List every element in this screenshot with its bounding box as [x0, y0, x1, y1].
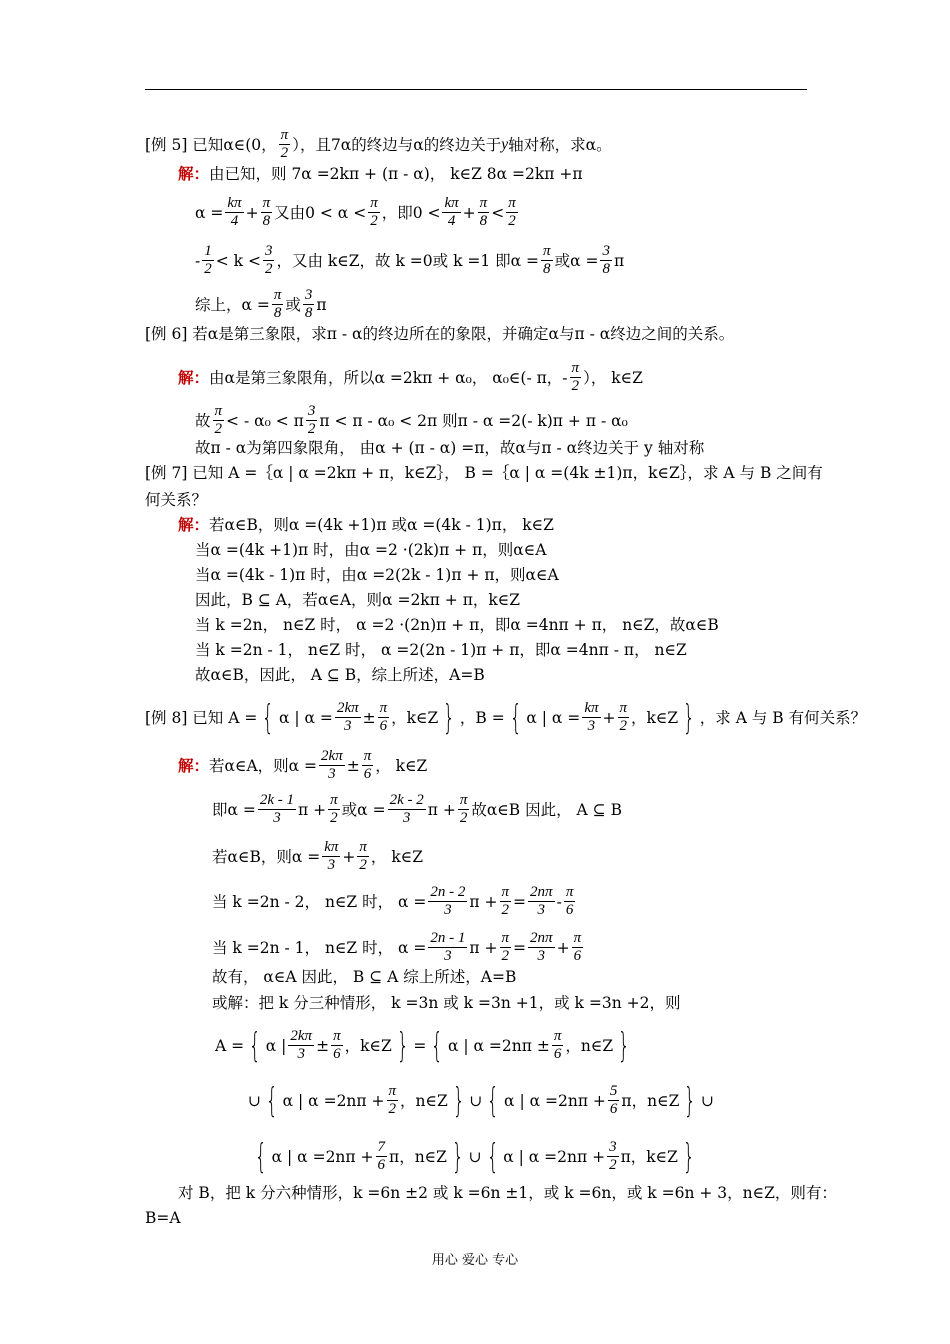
ex8-solution-line1: 解： 若α∈A，则α = $\frac{2k\pi}{3}$ ± $\frac{\pi}{6}$ ， k∈Z [178, 748, 428, 782]
ex8-heading: [例 8] 已知 A = { α | α = $\frac{2k\pi}{3}$ ± $\frac{\pi}{6}$ ，k∈Z } ，B = { α | α = $\frac{k\pi}{3}$ + $\frac{\pi}{2}$ ，k∈Z } ，求 A 与 B 有何关系？ [145, 697, 867, 738]
ex5-solution-line2: α = $\frac{k\pi}{4}$ + $\frac{\pi}{8}$ 又由0 < α < $\frac{\pi}{2}$ ，即0 < $\frac{k\pi}{4}$ + $\frac{\pi}{8}$ < $\frac{\pi}{2}$ [195, 195, 516, 229]
ex8-b-cases: 对 B，把 k 分六种情形，k =6n ±2 或 k =6n ±1，或 k =6n，或 k =6n + 3，n∈Z，则有： [178, 1184, 837, 1202]
ex6-conclusion: 故π - α为第四象限角， 由α + (π - α) =π，故α与π - α终边关于 y 轴对称 [195, 439, 705, 457]
ex8-solution-line6: 故有， α∈A 因此， B ⊆ A 综上所述，A=B [212, 968, 517, 986]
ex6-solution-line1: 解： 由α是第三象限角，所以α =2kπ + α₀， α₀∈(- π，- $\frac{\pi}{2}$ ）， k∈Z [178, 360, 643, 394]
header-rule [145, 89, 807, 90]
ex5-heading: [例 5] 已知 α∈(0， $\frac{\pi}{2}$ ），且7α的终边与α的终边关于 y 轴对称，求α。 [145, 127, 612, 161]
ex8-alt-solution-intro: 或解：把 k 分三种情形， k =3n 或 k =3n +1，或 k =3n +2，则 [212, 994, 681, 1012]
ex5-solution-line3: - $\frac{1}{2}$ < k < $\frac{3}{2}$ ，又由 k∈Z，故 k =0或 k =1 即α = $\frac{\pi}{8}$ 或α = $\frac{3}{8}$ π [195, 243, 625, 277]
ex8-solution-line3: 若α∈B，则α = $\frac{k\pi}{3}$ + $\frac{\pi}{2}$ ， k∈Z [212, 839, 423, 873]
ex8-solution-line2: 即α = $\frac{2k - 1}{3}$ π + $\frac{\pi}{2}$ 或α = $\frac{2k - 2}{3}$ π + $\frac{\pi}{2}$ 故α∈B 因此， A ⊆ B [212, 792, 622, 826]
ex7-solution-line3: 当α =(4k - 1)π 时，由α =2(2k - 1)π + π，则α∈A [195, 566, 559, 584]
ex7-conclusion: 故α∈B，因此， A ⊆ B，综上所述，A=B [195, 666, 485, 684]
ex6-heading: [例 6] 若α是第三象限，求π - α的终边所在的象限，并确定α与π - α终边之间的关系。 [145, 325, 735, 343]
ex7-heading-cont: 何关系？ [145, 491, 208, 509]
ex8-solution-line4: 当 k =2n - 2， n∈Z 时， α = $\frac{2n - 2}{3}$ π + $\frac{\pi}{2}$ = $\frac{2n\pi}{3}$ - $\frac{\pi}{6}$ [212, 884, 574, 918]
ex7-solution-line6: 当 k =2n - 1， n∈Z 时， α =2(2n - 1)π + π，即α =4nπ - π， n∈Z [195, 641, 687, 659]
ex8-solution-line5: 当 k =2n - 1， n∈Z 时， α = $\frac{2n - 1}{3}$ π + $\frac{\pi}{2}$ = $\frac{2n\pi}{3}$ + $\frac{\pi}{6}$ [212, 930, 582, 964]
ex7-solution-line5: 当 k =2n， n∈Z 时， α =2 ·(2n)π + π，即α =4nπ + π， n∈Z，故α∈B [195, 616, 719, 634]
ex7-solution-line4: 因此，B ⊆ A，若α∈A，则α =2kπ + π，k∈Z [195, 591, 521, 609]
ex8-alt-line1: A = { α | $\frac{2k\pi}{3}$ ± $\frac{\pi}{6}$ ，k∈Z } = { α | α =2nπ ± $\frac{\pi}{6}$ ，n∈Z } [215, 1025, 630, 1066]
ex8-alt-line3: { α | α =2nπ + $\frac{7}{6}$ π，n∈Z } ∪ { α | α =2nπ + $\frac{3}{2}$ π，k∈Z } [254, 1136, 695, 1177]
ex5-conclusion: 综上，α = $\frac{\pi}{8}$ 或 $\frac{3}{8}$ π [195, 287, 327, 321]
ex7-solution-line1: 解： 若α∈B，则α =(4k +1)π 或α =(4k - 1)π， k∈Z [178, 515, 554, 534]
ex7-heading: [例 7] 已知 A =｛α | α =2kπ + π，k∈Z｝， B =｛α | α =(4k ±1)π，k∈Z｝，求 A 与 B 之间有 [145, 464, 823, 482]
ex7-solution-line2: 当α =(4k +1)π 时，由α =2 ·(2k)π + π，则α∈A [195, 541, 547, 559]
page-footer: 用心 爱心 专心 [431, 1253, 519, 1268]
ex8-final-answer: B=A [145, 1209, 181, 1227]
ex6-solution-line2: 故 $\frac{\pi}{2}$ < - α₀ < π $\frac{3}{2}$ π < π - α₀ < 2π 则π - α =2(- k)π + π - α₀ [195, 403, 628, 437]
ex5-solution-line1: 解： 由已知，则 7α =2kπ + (π - α)， k∈Z 8α =2kπ +π [178, 164, 583, 183]
ex8-alt-line2: ∪ { α | α =2nπ + $\frac{\pi}{2}$ ，n∈Z } ∪ { α | α =2nπ + $\frac{5}{6}$ π，n∈Z } ∪ [248, 1080, 714, 1121]
